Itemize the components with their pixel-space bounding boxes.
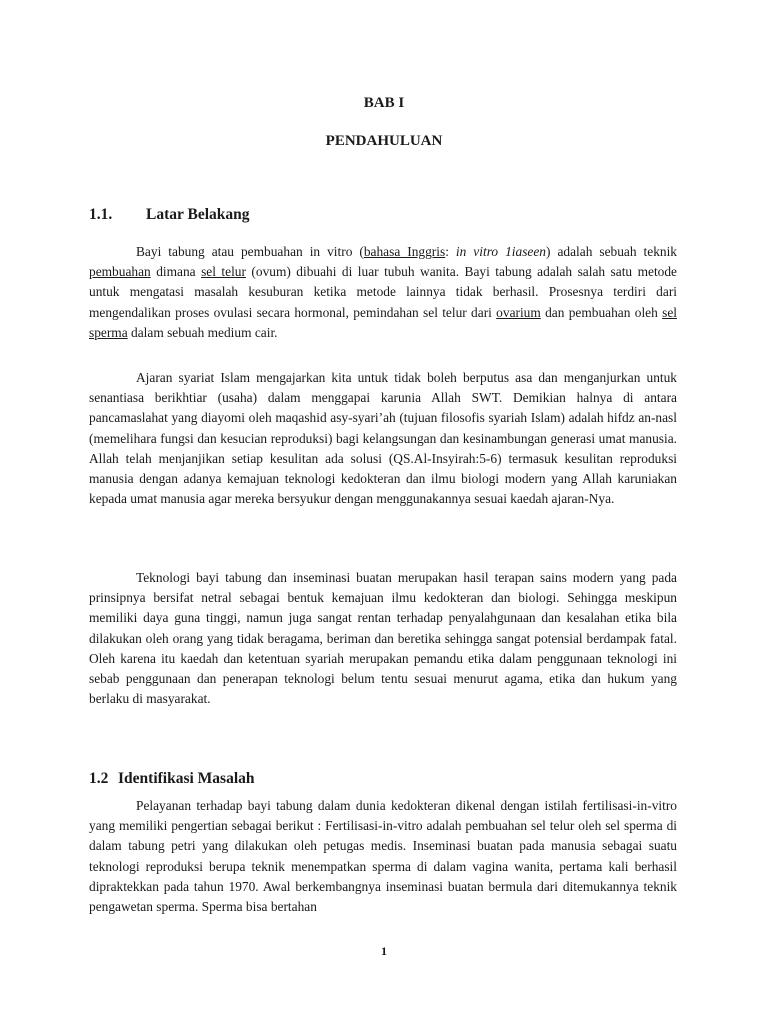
text-run: ) adalah sebuah teknik — [546, 244, 678, 259]
section-title: Latar Belakang — [146, 206, 250, 223]
section-number: 1.1. — [89, 206, 113, 223]
paragraph-pelayanan-bayi-tabung: Pelayanan terhadap bayi tabung dalam dunia kedokteran dikenal dengan istilah fertilisasi-in-vitro yang memiliki pengertian sebagai berikut : Fertilisasi-in-vitro adalah pembuahan sel telur oleh sel sperma di dalam tabung petri yang dilakukan oleh petugas medis. Inseminasi buatan pada manusia sebagai suatu teknologi reproduksi berupa teknik menempatkan sperma di dalam vagina wanita, pertama kali berhasil dipraktekkan pada tahun 1970. Awal berkembangnya inseminasi buatan bermula dari ditemukannya teknik pengawetan sperma. Sperma bisa bertahan — [89, 798, 677, 915]
link-bahasa-inggris[interactable]: bahasa Inggris — [363, 244, 446, 259]
text-run: dalam sebuah medium cair. — [127, 324, 278, 340]
text-run: dan pembuahan oleh — [540, 304, 663, 320]
text-run: dimana — [150, 264, 202, 280]
text-run: (ovum) dibuahi di luar tubuh wanita. Bayi tabung adalah salah satu metode untuk mengatasi masalah kesuburan ketika metode lainnya tidak berhasil. Prosesnya terdiri dari mengendalikan proses ovulasi secara hormonal, pemindahan sel telur dari — [89, 264, 677, 320]
section-title: Identifikasi Masalah — [118, 770, 255, 787]
section-number: 1.2 — [89, 770, 109, 787]
text-run: : — [445, 244, 456, 259]
page-number: 1 — [381, 944, 387, 958]
paragraph-teknologi-bayi-tabung: Teknologi bayi tabung dan inseminasi buatan merupakan hasil terapan sains modern yang pada prinsipnya bersifat netral sebagai bentuk kemajuan ilmu kedokteran dan biologi. Sehingga meskipun memiliki daya guna tinggi, namun juga sangat rentan terhadap penyalahgunaan dan kesalahan etika bila dilakukan oleh orang yang tidak beragama, beriman dan beretika sehingga sangat potensial berdampak fatal. Oleh karena itu kaedah dan ketentuan syariah merupakan pemandu etika dalam penggunaan teknologi ini sebab penggunaan dan penerapan teknologi belum tentu sesuai menurut agama, etika dan hukum yang berlaku di masyarakat. — [89, 570, 677, 707]
paragraph-ajaran-syariat: Ajaran syariat Islam mengajarkan kita untuk tidak boleh berputus asa dan menganjurkan untuk senantiasa berikhtiar (usaha) dalam menggapai karunia Allah SWT. Demikian halnya di antara pancamaslahat yang diayomi oleh maqashid asy-syari’ah (tujuan filosofis syariah Islam) adalah hifdz an-nasl (memelihara fungsi dan kesucian reproduksi) bagi kelangsungan dan kesinambungan generasi umat manusia. Allah telah menjanjikan setiap kesulitan ada solusi (QS.Al-Insyirah:5-6) termasuk kesulitan reproduksi manusia dengan adanya kemajuan teknologi kedokteran dan ilmu biologi modern yang Allah karuniakan kepada umat manusia agar mereka bersyukur dengan menggunakannya sesuai kaedah ajaran-Nya. — [89, 370, 677, 507]
text-run: Bayi tabung atau pembuahan in vitro ( — [136, 244, 364, 259]
link-sel-sperma[interactable]: sel sperma — [89, 304, 677, 340]
italic-term: in vitro 1iaseen — [455, 244, 546, 259]
link-sel-telur[interactable]: sel telur — [201, 264, 246, 280]
section-heading-latar-belakang — [89, 206, 250, 224]
paragraph-bayi-tabung-definition — [89, 242, 677, 343]
chapter-number: BAB I — [363, 95, 405, 111]
section-heading-identifikasi-masalah — [89, 770, 255, 788]
link-ovarium[interactable]: ovarium — [496, 304, 541, 320]
link-pembuahan[interactable]: pembuahan — [89, 264, 151, 280]
chapter-title: PENDAHULUAN — [325, 133, 443, 149]
